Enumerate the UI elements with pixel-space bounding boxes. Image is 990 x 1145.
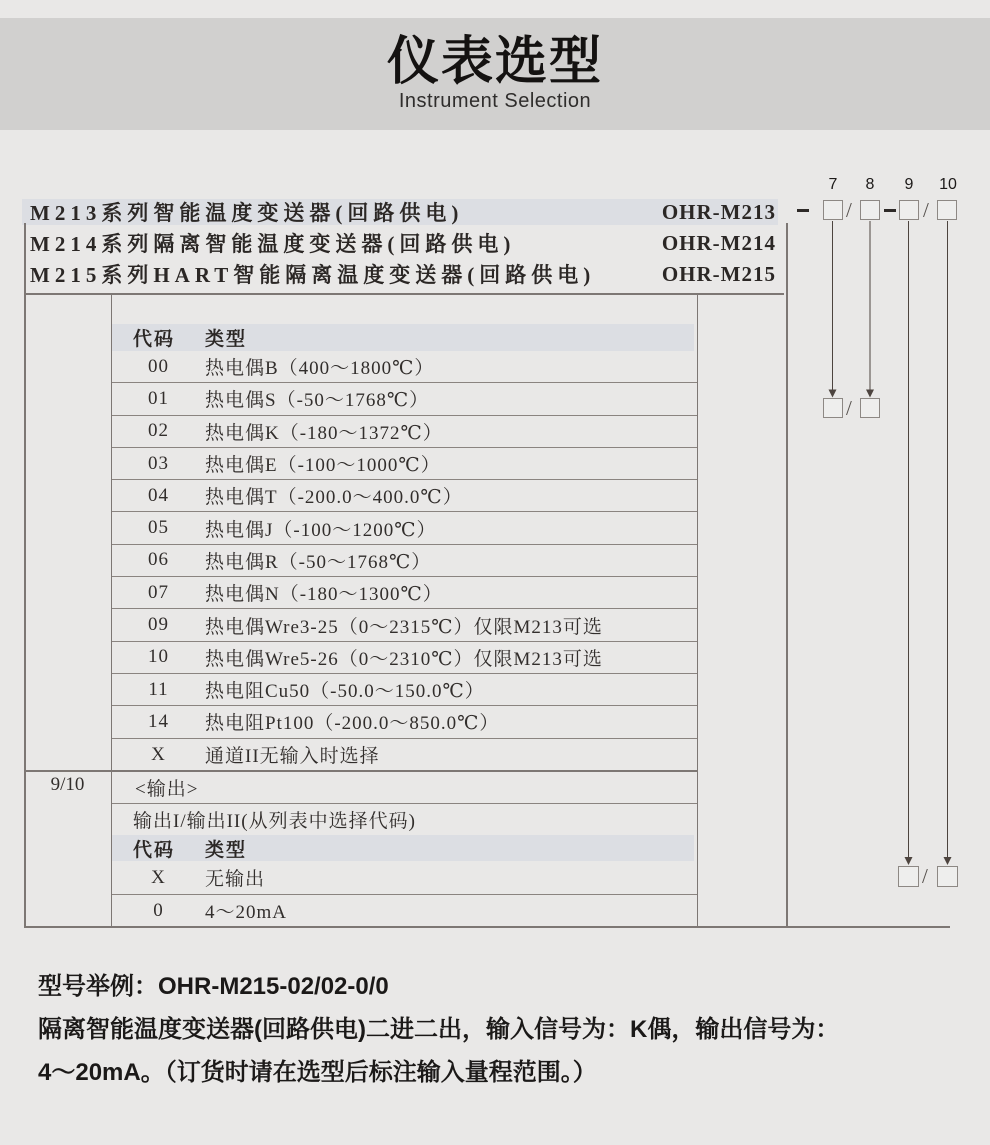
model-example bbox=[38, 965, 968, 1094]
col-header-code: 代码 bbox=[133, 839, 176, 861]
output-header: <输出> bbox=[135, 778, 199, 800]
slash-separator: / bbox=[846, 396, 852, 420]
input-code-box-i bbox=[823, 398, 843, 418]
arrowhead-icon bbox=[866, 390, 874, 398]
cell-type: 热电偶Wre3-25（0～2315℃）仅限M213可选 bbox=[205, 616, 603, 638]
input-table bbox=[112, 351, 697, 771]
table-row bbox=[112, 706, 697, 738]
table-border-right bbox=[786, 223, 788, 928]
input-table-header bbox=[112, 324, 694, 351]
col-header-type: 类型 bbox=[205, 329, 248, 350]
product-desc-m215: M215系列HART智能隔离温度变送器(回路供电) bbox=[30, 263, 596, 287]
cell-code: 11 bbox=[148, 678, 169, 700]
slash-separator: / bbox=[922, 864, 928, 888]
slash-separator: / bbox=[846, 198, 852, 222]
output-header-row bbox=[112, 771, 720, 803]
arrowhead-icon bbox=[944, 857, 952, 865]
code-box-7 bbox=[823, 200, 843, 220]
table-bottom-line bbox=[24, 926, 950, 928]
cell-code: 05 bbox=[148, 517, 169, 539]
cell-type: 通道II无输入时选择 bbox=[205, 746, 380, 768]
table-row bbox=[112, 416, 697, 448]
col-header-code: 代码 bbox=[133, 329, 176, 350]
cell-type: 无输出 bbox=[205, 869, 266, 890]
output-code-box-i bbox=[898, 866, 919, 887]
table-row bbox=[112, 642, 697, 674]
example-line-2: 隔离智能温度变送器(回路供电)二进二出，输入信号为：K偶，输出信号为： bbox=[38, 1016, 840, 1043]
page-title: 仪表选型 bbox=[386, 32, 603, 91]
cell-type: 热电偶S（-50～1768℃） bbox=[205, 390, 430, 412]
table-row bbox=[112, 609, 697, 641]
cell-code: 04 bbox=[148, 484, 169, 506]
arrowhead-icon bbox=[829, 390, 837, 398]
table-row bbox=[112, 448, 697, 480]
product-model-m215: OHR-M215 bbox=[661, 261, 776, 286]
cell-code: X bbox=[151, 866, 166, 888]
cell-type: 热电偶B（400～1800℃） bbox=[205, 358, 435, 380]
table-row bbox=[112, 480, 697, 512]
table-row bbox=[112, 577, 697, 609]
slash-separator: / bbox=[923, 198, 929, 222]
cell-type: 热电偶R（-50～1768℃） bbox=[205, 551, 432, 573]
product-row-m215 bbox=[22, 261, 778, 287]
cell-type: 热电偶N（-180～1300℃） bbox=[205, 584, 443, 606]
cell-code: 07 bbox=[148, 581, 169, 603]
position-number-7: 7 bbox=[828, 176, 838, 193]
product-desc-m213: M213系列智能温度变送器(回路供电) bbox=[30, 201, 464, 225]
product-model-m213: OHR-M213 bbox=[661, 199, 776, 224]
cell-code: 06 bbox=[148, 549, 169, 571]
cell-code: X bbox=[151, 743, 166, 765]
table-row bbox=[112, 545, 697, 577]
cell-code: 14 bbox=[148, 710, 169, 732]
product-row-m214 bbox=[22, 230, 778, 256]
product-row-m213 bbox=[22, 199, 778, 225]
cell-type: 热电偶Wre5-26（0～2310℃）仅限M213可选 bbox=[205, 648, 603, 670]
cell-code: 10 bbox=[148, 646, 169, 668]
code-box-9 bbox=[899, 200, 919, 220]
cell-code: 01 bbox=[148, 387, 169, 409]
dash-separator bbox=[884, 209, 896, 212]
output-code-box-ii bbox=[937, 866, 958, 887]
table-border-left bbox=[24, 223, 26, 928]
cell-type: 热电偶E（-100～1000℃） bbox=[205, 455, 441, 477]
cell-code: 0 bbox=[153, 899, 164, 921]
dash-separator bbox=[797, 209, 809, 212]
cell-code: 09 bbox=[148, 614, 169, 636]
table-row bbox=[112, 351, 697, 383]
input-code-box-ii bbox=[860, 398, 880, 418]
output-subheader: 输出I/输出II(从列表中选择代码) bbox=[133, 810, 416, 832]
table-row bbox=[112, 383, 697, 415]
cell-type: 热电阻Pt100（-200.0～850.0℃） bbox=[205, 713, 500, 735]
cell-type: 热电偶T（-200.0～400.0℃） bbox=[205, 487, 463, 509]
example-line-1: 型号举例：OHR-M215-02/02-0/0 bbox=[38, 973, 389, 1000]
position-label-9-10: 9/10 bbox=[50, 774, 85, 795]
cell-code: 02 bbox=[148, 420, 169, 442]
table-row bbox=[112, 895, 697, 926]
page-subtitle: Instrument Selection bbox=[398, 90, 592, 113]
table-row bbox=[112, 739, 697, 771]
product-desc-m214: M214系列隔离智能温度变送器(回路供电) bbox=[30, 232, 516, 256]
col-header-type: 类型 bbox=[205, 839, 248, 861]
code-box-8 bbox=[860, 200, 880, 220]
cell-type: 热电阻Cu50（-50.0～150.0℃） bbox=[205, 681, 485, 703]
cell-code: 03 bbox=[148, 452, 169, 474]
cell-type: 热电偶J（-100～1200℃） bbox=[205, 519, 437, 541]
table-row bbox=[112, 861, 697, 894]
position-number-9: 9 bbox=[904, 176, 914, 193]
cell-code: 00 bbox=[148, 355, 169, 377]
table-top-line bbox=[24, 293, 784, 295]
output-table-header bbox=[112, 835, 694, 861]
output-subheader-row bbox=[112, 804, 718, 834]
arrowhead-icon bbox=[905, 857, 913, 865]
title-band bbox=[0, 18, 990, 130]
position-number-8: 8 bbox=[865, 176, 875, 193]
position-number-10: 10 bbox=[939, 176, 957, 193]
cell-type: 热电偶K（-180～1372℃） bbox=[205, 422, 443, 444]
cell-type: 4～20mA bbox=[205, 902, 288, 923]
code-box-10 bbox=[937, 200, 957, 220]
table-row bbox=[112, 674, 697, 706]
product-model-m214: OHR-M214 bbox=[661, 230, 776, 255]
table-row bbox=[112, 512, 697, 544]
example-line-3: 4～20mA。（订货时请在选型后标注输入量程范围。） bbox=[38, 1059, 597, 1086]
